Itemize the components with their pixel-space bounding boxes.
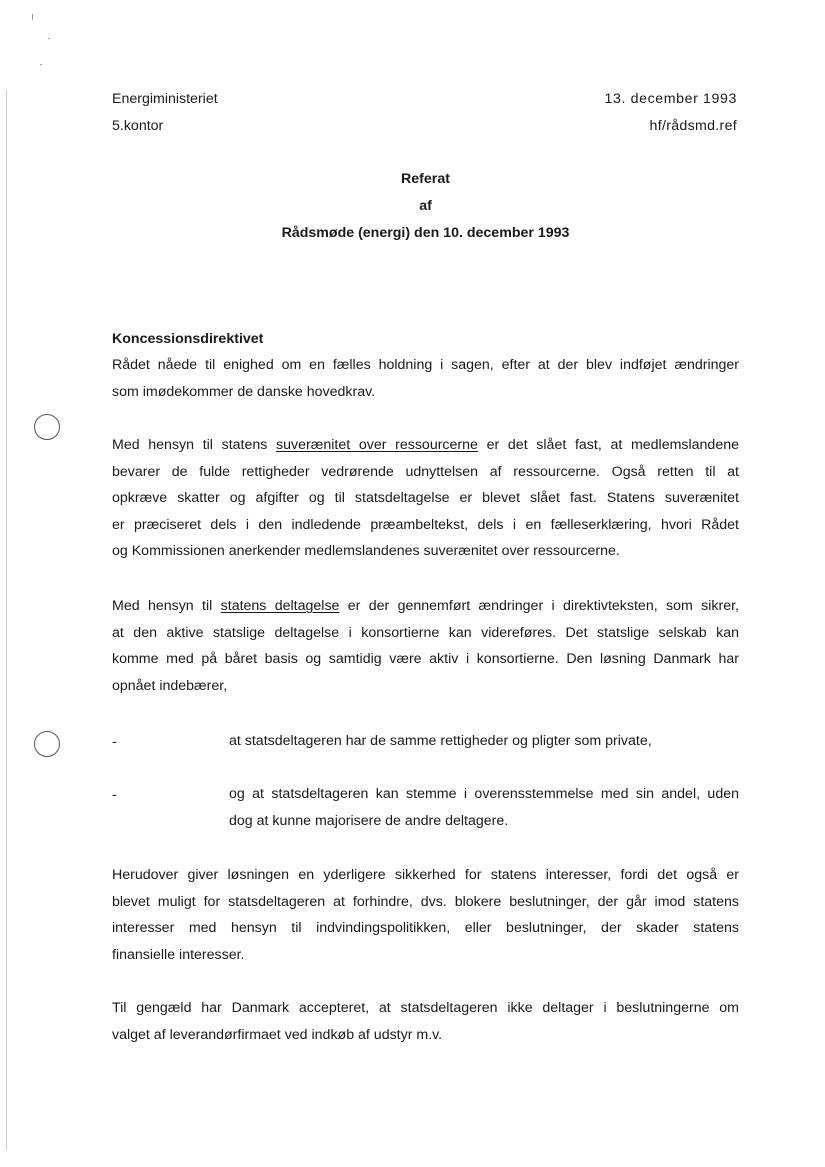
underlined-term: statens deltagelse (220, 598, 340, 614)
paragraph-concession (112, 995, 739, 1048)
scan-speck (40, 64, 42, 65)
paragraph-line: Herudover giver løsningen en yderligere sikkerhed for statens interesser, fordi det også er (112, 867, 739, 883)
page-edge-line (6, 90, 7, 1150)
paragraph-line: at den aktive statslige deltagelse i konsortierne kan videreføres. Det statslige selskab kan (112, 624, 739, 641)
underlined-term: suverænitet over ressourcerne (276, 437, 478, 453)
document-date: 13. december 1993 (604, 91, 737, 107)
paragraph-state-participation (112, 593, 739, 699)
list-item-line: dog at kunne majorisere de andre deltagere. (229, 813, 509, 829)
paragraph-line: Med hensyn til statens suverænitet over ressourcerne er det slået fast, at medlemslandene (112, 437, 739, 453)
list-item (229, 728, 739, 755)
paragraph-line: og Kommissionen anerkender medlemslandenes suverænitet over ressourcerne. (112, 543, 620, 559)
scan-speck (48, 38, 50, 39)
list-item (229, 781, 739, 835)
paragraph-line: er præciseret dels i den indledende præambeltekst, dels i en fælleserklæring, hvori Rådet (112, 516, 739, 533)
punch-hole-top (34, 414, 60, 440)
meeting-title: Rådsmøde (energi) den 10. december 1993 (281, 225, 570, 241)
paragraph-line: opnået indebærer, (112, 677, 228, 694)
paragraph-agreement (112, 352, 739, 405)
paragraph-line: interesser med hensyn til indvindingspolitikken, eller beslutninger, der skader statens (112, 920, 739, 936)
document-title-connector: af (419, 198, 432, 214)
office-name: 5.kontor (112, 118, 164, 134)
section-heading: Koncessionsdirektivet (112, 331, 264, 347)
paragraph-line: valget af leverandørfirmaet ved indkøb af udstyr m.v. (112, 1026, 443, 1043)
ministry-name: Energiministeriet (112, 91, 218, 107)
scan-speck (32, 14, 33, 20)
list-item-line: og at statsdeltageren kan stemme i overensstemmelse med sin andel, uden (229, 786, 739, 802)
paragraph-line: komme med på båret basis og samtidig være aktiv i konsortierne. Den løsning Danmark har (112, 651, 739, 667)
list-item-line: at statsdeltageren har de samme rettigheder og pligter som private, (229, 733, 652, 749)
paragraph-line: finansielle interesser. (112, 946, 245, 963)
paragraph-line: Til gengæld har Danmark accepteret, at statsdeltageren ikke deltager i beslutningerne om (112, 1000, 739, 1016)
paragraph-line: Rådet nåede til enighed om en fælles holdning i sagen, efter at der blev indføjet ændringer (112, 357, 739, 373)
paragraph-line: blevet muligt for statsdeltageren at forhindre, dvs. blokere beslutninger, der går imod statens (112, 893, 739, 910)
list-bullet: - (112, 734, 117, 750)
list-bullet: - (112, 787, 117, 803)
document-title: Referat (401, 171, 450, 187)
punch-hole-bottom (34, 731, 60, 757)
paragraph-line: Med hensyn til statens deltagelse er der gennemført ændringer i direktivteksten, som sikrer, (112, 598, 739, 614)
paragraph-line: bevarer de fulde rettigheder vedrørende udnyttelsen af ressourcerne. Også retten til at (112, 463, 739, 480)
paragraph-sovereignty (112, 432, 739, 565)
paragraph-line: opkræve skatter og afgifter og til statsdeltagelse er blevet slået fast. Statens suverænitet (112, 490, 739, 506)
paragraph-line: som imødekommer de danske hovedkrav. (112, 383, 376, 400)
paragraph-additional-security (112, 862, 739, 968)
document-reference: hf/rådsmd.ref (649, 118, 737, 134)
